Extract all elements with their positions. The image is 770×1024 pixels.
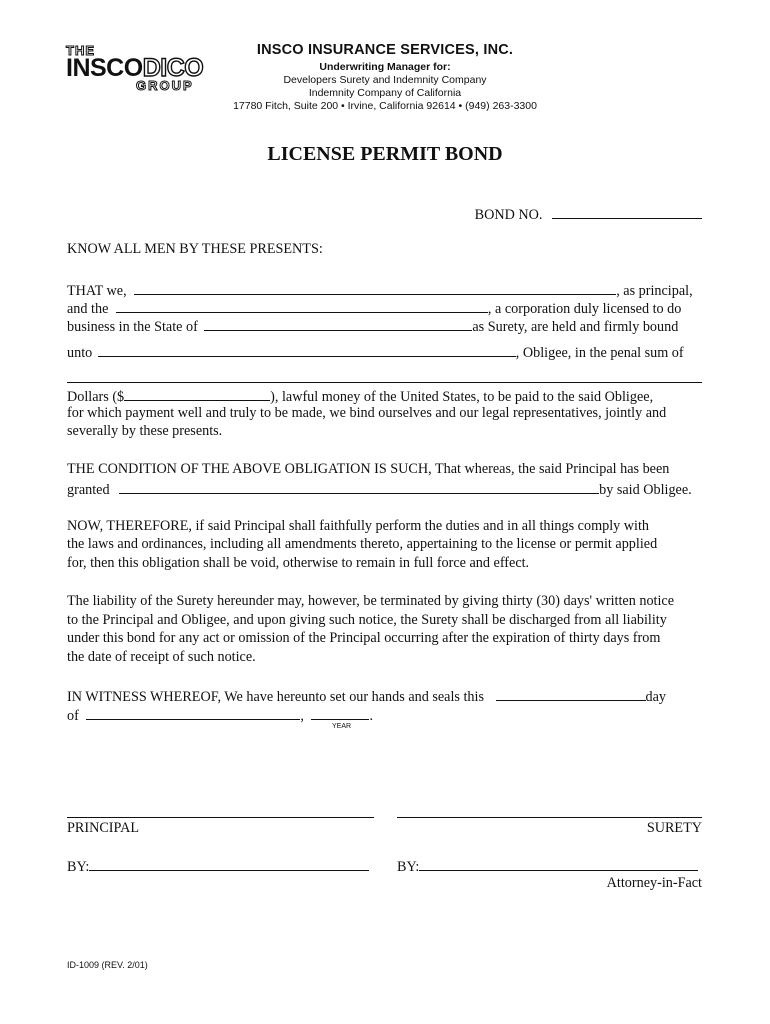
header-line-1: Developers Surety and Indemnity Company [283,74,487,86]
now-therefore-line-2: the laws and ordinances, including all amendments thereto, appertaining to the license or permit applied [67,536,658,552]
now-therefore-line-1: NOW, THEREFORE, if said Principal shall faithfully perform the duties and in all things comply with [67,518,650,534]
obligee-field[interactable] [98,342,516,357]
dollar-amount-field[interactable] [124,386,270,401]
day-label: day [645,689,667,705]
penal-sum-words-field[interactable] [67,368,702,383]
surety-name-field[interactable] [116,298,488,313]
witness-label: IN WITNESS WHEREOF, We have hereunto set our hands and seals this [67,689,484,705]
that-we-label: THAT we, [67,283,127,299]
by-surety-field[interactable] [419,856,698,871]
granted-label: granted [67,482,110,498]
liability-line-3: under this bond for any act or omission of the Principal occurring after the expiration of thirty days from [67,630,661,646]
signature-labels-row [67,819,702,837]
liability-line-2: to the Principal and Obligee, and upon giving such notice, the Surety shall be discharged from all liability [67,612,667,628]
obligee-penal-label: , Obligee, in the penal sum of [515,345,684,361]
granted-row [67,479,702,499]
header-address: 17780 Fitch, Suite 200 • Irvine, California 92614 • (949) 263-3300 [233,100,537,112]
underwriting-label: Underwriting Manager for: [319,61,451,73]
business-state-row [67,316,702,336]
surety-signature-line[interactable] [397,817,702,818]
corp-licensed-label: , a corporation duly licensed to do [487,301,682,317]
for-which-line: for which payment well and truly to be made, we bind ourselves and our legal representatives, jointly and [67,405,667,421]
lawful-money-label: ), lawful money of the United States, to be paid to the said Obligee, [270,389,654,405]
witness-month-field[interactable] [86,705,300,720]
attorney-in-fact-label: Attorney-in-Fact [606,875,702,891]
unto-row [67,342,702,362]
logo-insco: INSCO [66,54,143,82]
surety-label: SURETY [646,820,702,836]
bond-no-field[interactable] [552,204,702,219]
unto-label: unto [67,345,93,361]
dollars-label: Dollars ($ [67,389,125,405]
condition-line: THE CONDITION OF THE ABOVE OBLIGATION IS SUCH, That whereas, the said Principal has been [67,461,670,477]
by-right-label: BY: [397,859,420,875]
witness-date-row [67,705,702,725]
principal-signature-line[interactable] [67,817,374,818]
logo-dico: DICO [142,54,204,82]
logo-the: THE [66,43,95,58]
principal-label: PRINCIPAL [67,820,140,836]
period-label: . [369,708,374,724]
by-left-row [67,856,377,876]
business-in-label: business in the State of [67,319,198,335]
penal-sum-row [67,368,702,388]
by-obligee-label: by said Obligee. [599,482,692,498]
comma-label: , [300,708,304,724]
and-the-label: and the [67,301,109,317]
of-label: of [67,708,79,724]
witness-day-field[interactable] [496,686,646,701]
logo-group: GROUP [136,78,194,93]
year-caption: YEAR [332,723,352,730]
severally-line: severally by these presents. [67,423,223,439]
witness-row [67,686,702,706]
liability-line-4: the date of receipt of such notice. [67,649,256,665]
company-name: INSCO INSURANCE SERVICES, INC. [256,42,514,58]
form-id-footer: ID-1009 (REV. 2/01) [67,960,148,970]
by-left-label: BY: [67,859,90,875]
that-we-row [67,280,702,300]
witness-year-field[interactable] [311,705,369,720]
as-surety-label: as Surety, are held and firmly bound [472,319,679,335]
principal-name-field[interactable] [134,280,616,295]
dollars-row [67,386,702,406]
state-field[interactable] [204,316,472,331]
bond-no-label: BOND NO. [474,207,543,223]
liability-line-1: The liability of the Surety hereunder may, however, be terminated by giving thirty (30) days' written notice [67,593,675,609]
header-line-2: Indemnity Company of California [308,87,462,99]
by-principal-field[interactable] [89,856,369,871]
know-all-heading: KNOW ALL MEN BY THESE PRESENTS: [67,241,323,257]
bond-no-row [67,204,702,224]
document-title: LICENSE PERMIT BOND [267,143,503,165]
license-permit-field[interactable] [119,479,599,494]
as-principal-label: , as principal, [616,283,693,299]
now-therefore-line-3: for, then this obligation shall be void, otherwise to remain in full force and effect. [67,555,530,571]
and-the-row [67,298,702,318]
by-right-row [397,856,702,876]
